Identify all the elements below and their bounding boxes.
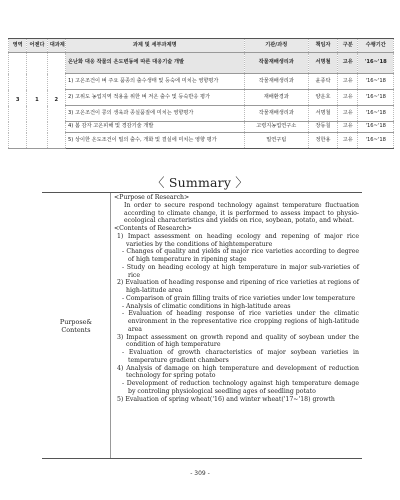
summary-paragraph: - Analysis of climatic conditions in high-latitude areas [122, 302, 291, 310]
summary-paragraph: - Study on heading ecology at high temperature in major sub-varieties of rice [122, 263, 359, 279]
page-number: - 309 - [190, 470, 210, 477]
summary-paragraph: - Changes of quality and yields of major rice varieties according to degree of high temperature in ripening stage [122, 248, 359, 263]
organization: 작물재배생리과 [244, 53, 309, 74]
task-name: 5) 상이한 온도조건이 밀의 출수, 개화 및 결실에 미치는 영향 평가 [65, 133, 244, 149]
summary-heading: 〈 Summary 〉 [152, 175, 248, 190]
summary-box [42, 192, 362, 459]
task-name: 4) 봄 감자 고온피해 및 경감기술 개발 [65, 122, 244, 133]
lead: 장동칠 [309, 122, 338, 133]
organization: 밀연구팀 [244, 133, 309, 149]
summary-paragraph: <Purpose of Research> [114, 194, 190, 201]
table-row [9, 133, 394, 149]
lead: 서명철 [309, 106, 338, 122]
header-main-project: 대과제 [47, 39, 65, 53]
type: 고유 [338, 133, 358, 149]
period: '16~'18 [358, 74, 394, 90]
summary-paragraph: 5) Evaluation of spring wheat('16) and winter wheat('17~'18) growth [117, 395, 335, 403]
agenda-code: 1 [27, 53, 47, 149]
summary-paragraph: 1) Impact assessment on heading ecology and repening of major rice varieties by the conditions of hightemperature [117, 232, 359, 248]
summary-paragraph: - Comparison of grain filling traits of rice varieties under low temperature [122, 294, 355, 302]
header-lead: 책임자 [309, 39, 338, 53]
summary-paragraph: - Evaluation of growth characteristics of major soybean varieties in temperature gradient chambers [122, 349, 359, 364]
period: '16~'18 [358, 53, 394, 74]
project-code: 2 [47, 53, 65, 149]
task-name: 3) 고온조건이 콩의 생육과 종실품질에 미치는 영향평가 [65, 106, 244, 122]
task-name: 온난화 대응 작물의 온도변동에 따른 대응기술 개발 [65, 53, 244, 74]
type: 고유 [338, 90, 358, 106]
type: 고유 [338, 106, 358, 122]
header-area: 영역 [9, 39, 27, 53]
table-row [9, 74, 394, 90]
type: 고유 [338, 122, 358, 133]
table-row [9, 90, 394, 106]
summary-paragraph: In order to secure respond technology against temperature fluctuation according to climate change, it is performed to assess impact to physio-ecological characteristics and yields on rice, soybean, potato, and wheat. [124, 201, 359, 225]
summary-paragraph: 2) Evaluation of heading response and ripening of rice varieties at regions of high-latitude area [117, 279, 359, 294]
task-name: 2) 고위도 농업지역 적용을 위한 벼 저온 출수 및 등숙반응 평가 [65, 90, 244, 106]
table-row [9, 122, 394, 133]
lead: 서명철 [309, 53, 338, 74]
period: '16~'18 [358, 90, 394, 106]
header-period: 수행기간 [358, 39, 394, 53]
lead: 양운호 [309, 90, 338, 106]
header-organization: 기관/과정 [244, 39, 309, 53]
period: '16~'18 [358, 122, 394, 133]
period: '16~'18 [358, 133, 394, 149]
organization: 재배환경과 [244, 90, 309, 106]
project-table [8, 38, 394, 149]
summary-paragraph: - Development of reduction technology against high temperature demage by controling physiological seedling ages of seedling potato [122, 380, 359, 395]
period: '16~'18 [358, 106, 394, 122]
summary-paragraph: 3) Impact assessment on growth repond and quality of soybean under the condition of high temperature [117, 333, 359, 349]
lead: 윤종탁 [309, 74, 338, 90]
header-type: 구분 [338, 39, 358, 53]
summary-content [111, 193, 362, 458]
organization: 작물재배생리과 [244, 106, 309, 122]
header-agenda: 어젠다 [27, 39, 47, 53]
header-task-name: 과제 및 세부과제명 [65, 39, 244, 53]
organization: 작물재배생리과 [244, 74, 309, 90]
purpose-contents-label: Purpose& Contents [42, 193, 111, 458]
type: 고유 [338, 53, 358, 74]
organization: 고령지농업연구소 [244, 122, 309, 133]
table-row [9, 106, 394, 122]
summary-paragraph: <Contents of Research> [114, 225, 192, 232]
table-row [9, 53, 394, 74]
task-name: 1) 고온조건이 벼 주요 품종의 출수생태 및 등숙에 미치는 영향평가 [65, 74, 244, 90]
table-header-row [9, 39, 394, 53]
lead: 정한용 [309, 133, 338, 149]
type: 고유 [338, 74, 358, 90]
summary-paragraph: - Evaluation of heading response of rice varieties under the climatic environment in the representative rice cropping regions of high-latitude area [122, 310, 359, 333]
area-code: 3 [9, 53, 27, 149]
summary-paragraph: 4) Analysis of damage on high temperature and development of reduction technology for spring potato [117, 364, 359, 380]
